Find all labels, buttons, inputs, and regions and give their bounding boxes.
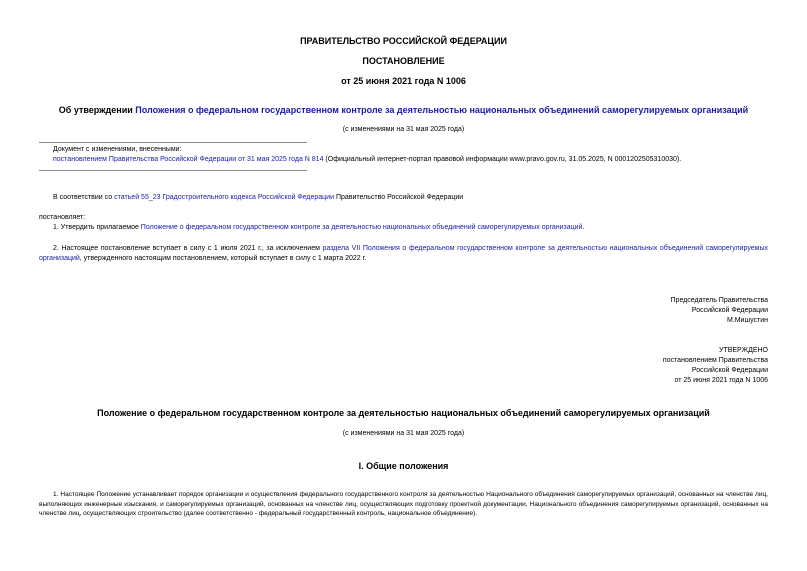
approved-country: Российской Федерации	[691, 367, 768, 374]
item-2-link[interactable]: раздела VII Положения о федеральном государственном контроле за деятельностью национальных объединений саморегулируемых организаций	[39, 245, 768, 262]
item-1	[53, 224, 584, 231]
amendments-link[interactable]: постановлением Правительства Российской Федерации от 31 мая 2025 года N 814	[53, 156, 324, 163]
government-heading: ПРАВИТЕЛЬСТВО РОССИЙСКОЙ ФЕДЕРАЦИИ	[300, 36, 507, 46]
approved-date: от 25 июня 2021 года N 1006	[674, 377, 768, 384]
divider-top	[39, 142, 307, 143]
preamble-prefix: В соответствии со	[53, 194, 115, 201]
item-2	[39, 244, 768, 263]
amendments-line	[53, 156, 681, 163]
divider-bottom	[39, 170, 307, 171]
doc-type-heading: ПОСТАНОВЛЕНИЕ	[362, 56, 445, 66]
section-1-paragraph-1: 1. Настоящее Положение устанавливает порядок организации и осуществления федерального государственного контроля за деятельностью Национального объединения саморегулируемых организаций, основанных на членстве лиц, выполняющих инженерные изыскания, и саморегулируемых организаций, основанных на членстве лиц, осуществляющих подготовку проектной документации, Национального объединения саморегулируемых организаций, основанных на членстве лиц, осуществляющих строительство (далее соответственно - федеральный государственный контроль, национальное объединение).	[39, 491, 768, 517]
signature-country: Российской Федерации	[691, 307, 768, 314]
approved-heading: УТВЕРЖДЕНО	[718, 347, 768, 354]
preamble-link[interactable]: статьей 55_23 Градостроительного кодекса Российской Федерации	[114, 194, 334, 201]
signature-title: Председатель Правительства	[670, 297, 768, 304]
item-1-suffix: .	[582, 224, 585, 231]
item-1-link[interactable]: Положение о федеральном государственном контроле за деятельностью национальных объединений саморегулируемых организаций	[140, 224, 583, 231]
amendments-label: Документ с изменениями, внесенными:	[53, 146, 182, 153]
amendments-rest: (Официальный интернет-портал правовой информации www.pravo.gov.ru, 31.05.2025, N 0001202505310030).	[323, 156, 682, 163]
edition-note: (с изменениями на 31 мая 2025 года)	[342, 126, 465, 133]
doc-title-prefix: Об утверждении	[58, 105, 136, 115]
approved-by: постановлением Правительства	[662, 357, 768, 364]
preamble-suffix: Правительство Российской Федерации	[334, 194, 464, 201]
doc-date-number: от 25 июня 2021 года N 1006	[341, 76, 466, 86]
signature-name: М.Мишустин	[726, 317, 768, 324]
preamble	[53, 194, 463, 201]
resolves-word: постановляет:	[39, 214, 86, 221]
regulation-title: Положение о федеральном государственном контроле за деятельностью национальных объединений саморегулируемых организаций	[97, 408, 710, 418]
section-1-title: I. Общие положения	[358, 461, 449, 471]
item-2-suffix: , утвержденного настоящим постановлением, который вступает в силу с 1 марта 2022 г.	[79, 254, 367, 262]
regulation-edition: (с изменениями на 31 мая 2025 года)	[342, 430, 465, 437]
item-2-prefix: 2. Настоящее постановление вступает в силу с 1 июля 2021 г., за исключением	[53, 245, 323, 252]
doc-title	[0, 105, 807, 115]
doc-title-link[interactable]: Положения о федеральном государственном контроле за деятельностью национальных объединений саморегулируемых организаций	[135, 105, 749, 115]
item-1-prefix: 1. Утвердить прилагаемое	[53, 224, 141, 231]
